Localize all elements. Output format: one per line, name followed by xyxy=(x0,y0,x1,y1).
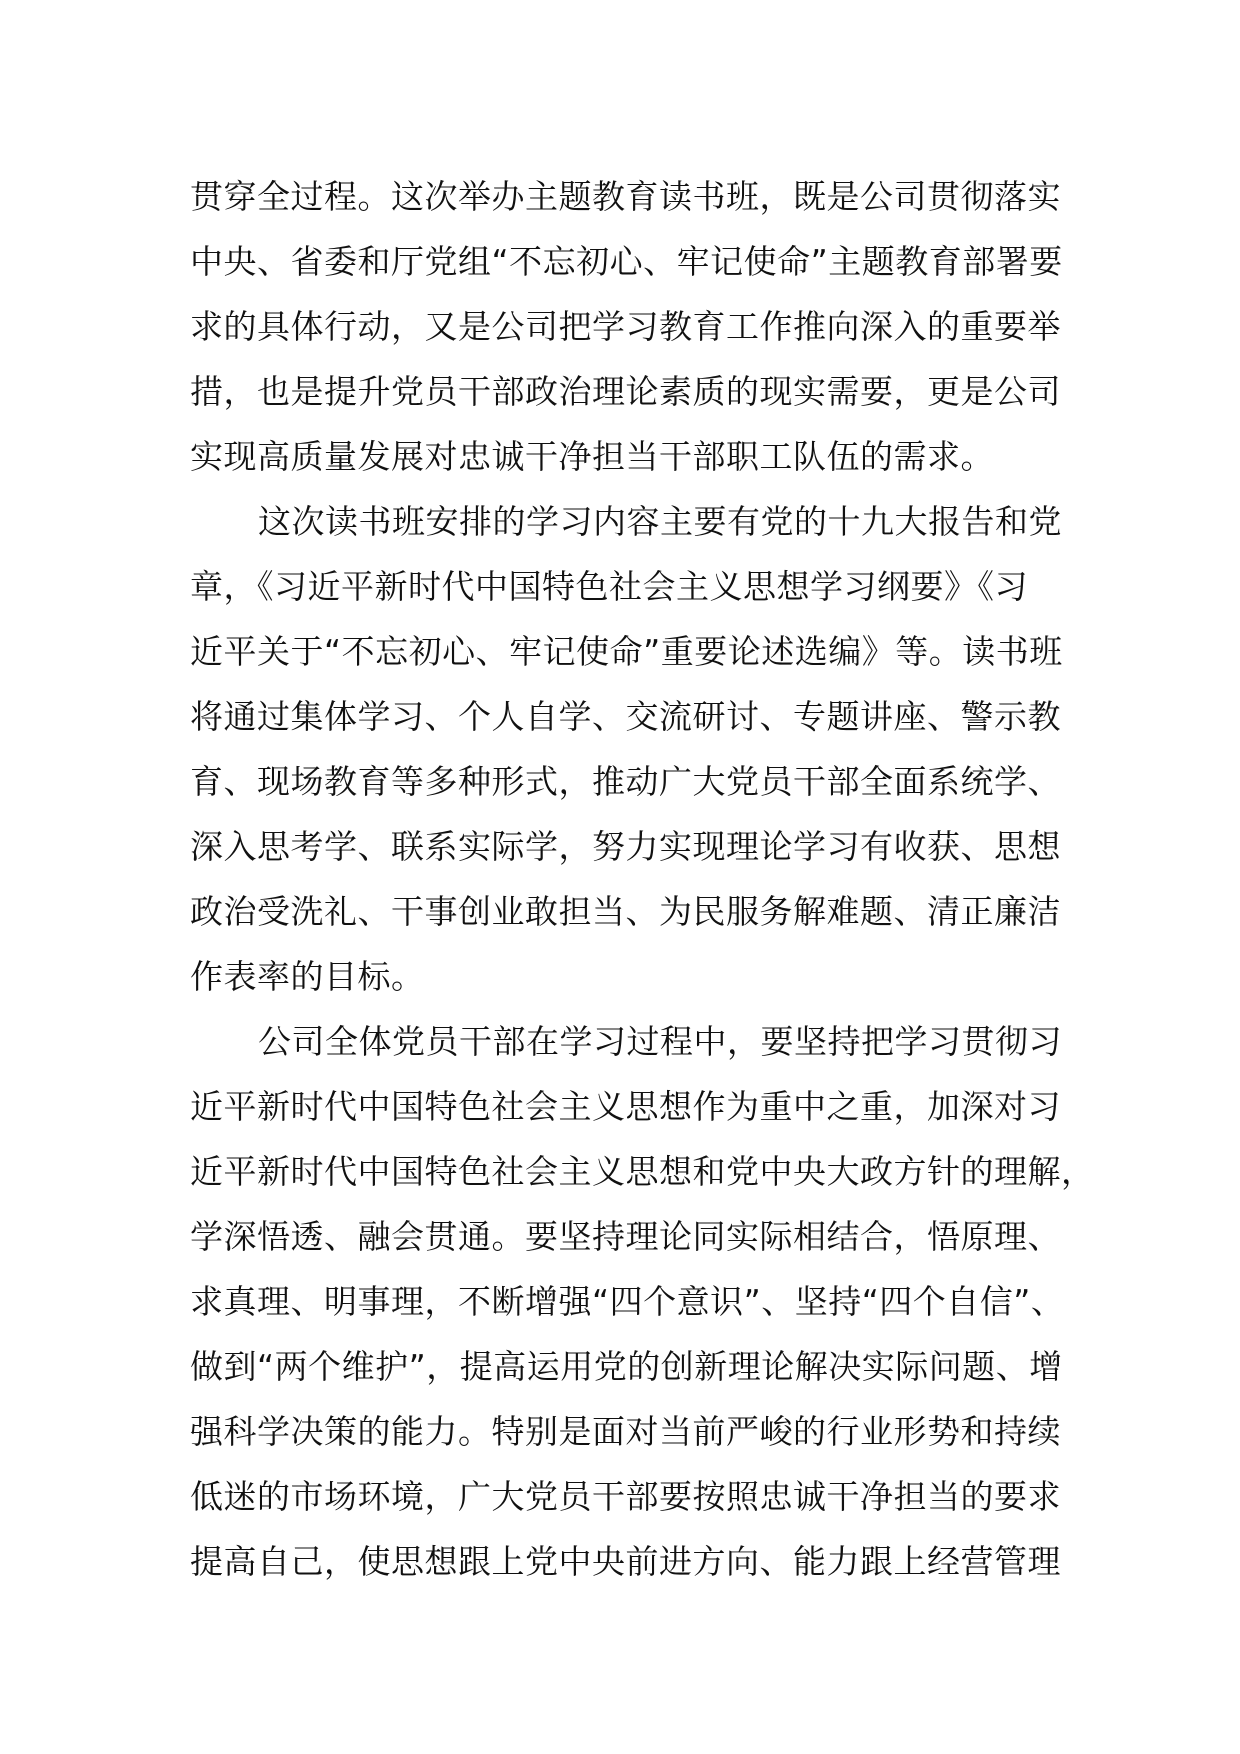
text-line: 育、现场教育等多种形式，推动广大党员干部全面系统学、 xyxy=(190,762,1061,801)
text-line: 将通过集体学习、个人自学、交流研讨、专题讲座、警示教 xyxy=(190,697,1061,736)
text-line: 近平关于“不忘初心、牢记使命”重要论述选编》等。读书班 xyxy=(190,632,1063,671)
text-line: 求真理、明事理，不断增强“四个意识”、坚持“四个自信”、 xyxy=(190,1282,1065,1321)
text-line: 作表率的目标。 xyxy=(190,957,425,996)
text-line: 深入思考学、联系实际学，努力实现理论学习有收获、思想 xyxy=(190,827,1061,866)
text-line: 章，《习近平新时代中国特色社会主义思想学习纲要》《习 xyxy=(190,567,1028,606)
text-line: 低迷的市场环境，广大党员干部要按照忠诚干净担当的要求 xyxy=(190,1477,1061,1516)
document-page xyxy=(190,164,1095,1594)
text-line: 近平新时代中国特色社会主义思想作为重中之重，加深对习 xyxy=(190,1087,1061,1126)
text-line: 做到“两个维护”，提高运用党的创新理论解决实际问题、增 xyxy=(190,1347,1063,1386)
text-line: 中央、省委和厅党组“不忘初心、牢记使命”主题教育部署要 xyxy=(190,242,1063,281)
text-line: 政治受洗礼、干事创业敢担当、为民服务解难题、清正廉洁 xyxy=(190,892,1061,931)
text-line: 实现高质量发展对忠诚干净担当干部职工队伍的需求。 xyxy=(190,437,994,476)
text-line: 求的具体行动，又是公司把学习教育工作推向深入的重要举 xyxy=(190,307,1061,346)
text-line: 近平新时代中国特色社会主义思想和党中央大政方针的理解， xyxy=(190,1152,1095,1191)
text-line: 措，也是提升党员干部政治理论素质的现实需要，更是公司 xyxy=(190,372,1061,411)
text-line: 提高自己，使思想跟上党中央前进方向、能力跟上经营管理 xyxy=(190,1542,1061,1581)
text-line: 贯穿全过程。这次举办主题教育读书班，既是公司贯彻落实 xyxy=(190,177,1061,216)
paragraph-first-line: 这次读书班安排的学习内容主要有党的十九大报告和党 xyxy=(258,502,1062,541)
paragraph-first-line: 公司全体党员干部在学习过程中，要坚持把学习贯彻习 xyxy=(258,1022,1062,1061)
text-line: 学深悟透、融会贯通。要坚持理论同实际相结合，悟原理、 xyxy=(190,1217,1061,1256)
text-line: 强科学决策的能力。特别是面对当前严峻的行业形势和持续 xyxy=(190,1412,1061,1451)
